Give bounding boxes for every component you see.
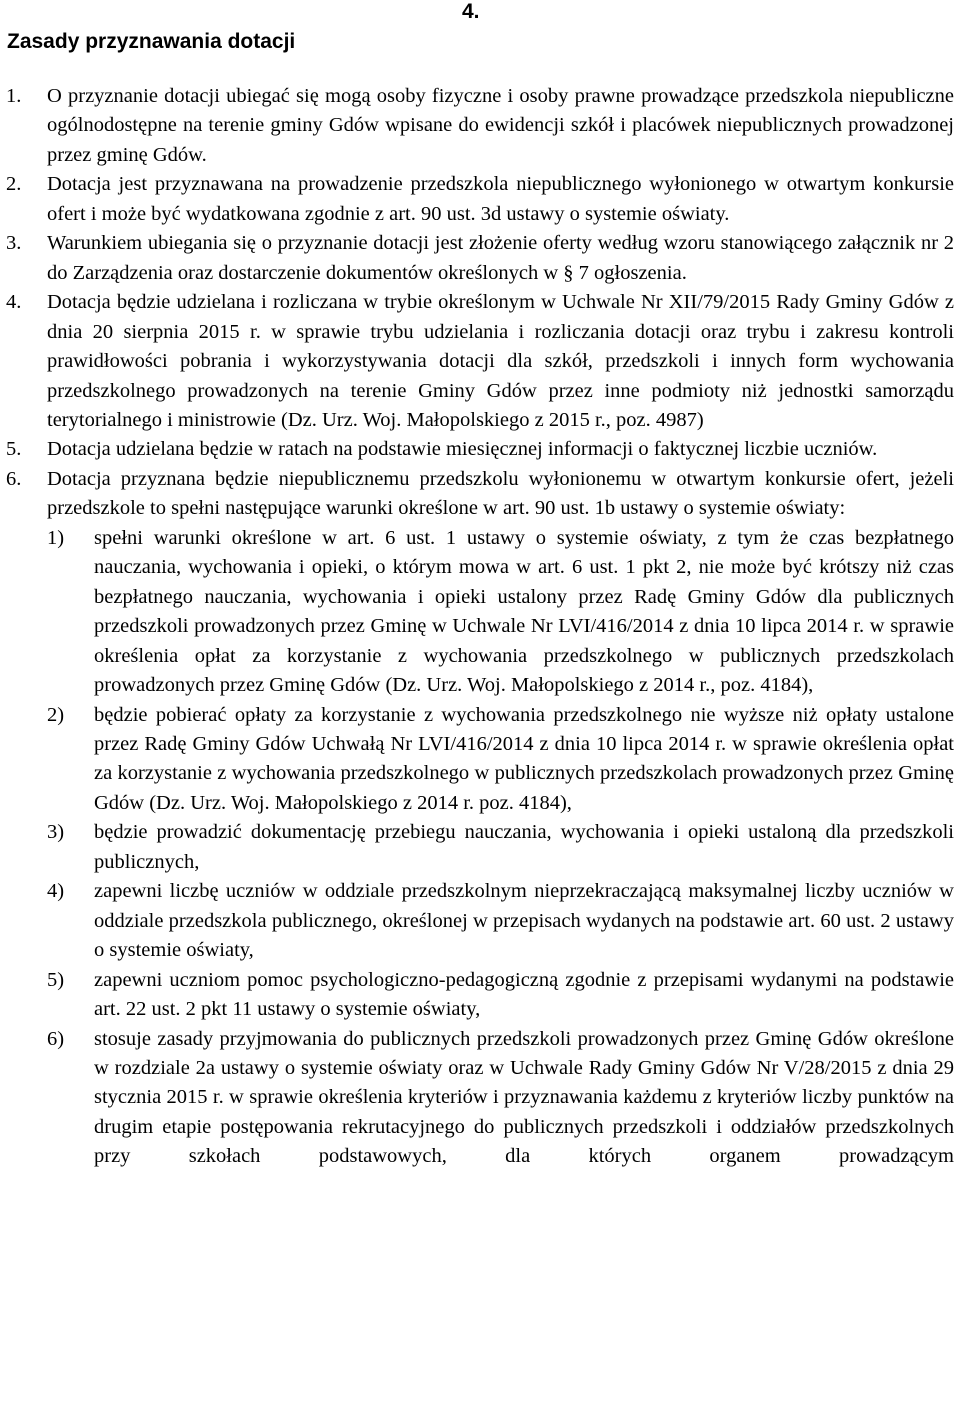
item-number: 3.	[6, 232, 22, 255]
sub-item-number: 6)	[47, 1027, 65, 1050]
sub-item	[0, 818, 960, 877]
sub-item-text: zapewni uczniom pomoc psychologiczno-pedagogiczną zgodnie z przepisami wydanymi na podstawie art. 22 ust. 2 pkt 11 ustawy o systemie oświaty,	[94, 968, 954, 1021]
sub-item-text: będzie prowadzić dokumentację przebiegu nauczania, wychowania i opieki ustaloną dla przedszkoli publicznych,	[94, 821, 954, 873]
section-title: Zasady przyznawania dotacji	[7, 30, 296, 53]
numbered-item	[0, 435, 960, 464]
item-text: Dotacja udzielana będzie w ratach na podstawie miesięcznej informacji o faktycznej liczbie uczniów.	[47, 438, 878, 461]
numbered-item	[0, 229, 960, 288]
sub-item-text: spełni warunki określone w art. 6 ust. 1 ustawy o systemie oświaty, z tym że czas bezpłatnego nauczania, wychowania i opieki, o którym mowa w art. 6 ust. 1 pkt 2, nie może być krótszy niż czas bezpłatnego nauczania, wychowania i opieki ustalony przez Radę Gminy Gdów dla publicznych przedszkoli prowadzonych przez Gminę w Uchwale Nr LVI/416/2014 z dnia 10 lipca 2014 r. w sprawie określenia opłat za korzystanie z wychowania przedszkolnego w publicznych przedszkolach prowadzonych przez Gminę Gdów (Dz. Urz. Woj. Małopolskiego z 2014 r., poz. 4184),	[94, 526, 954, 697]
sub-item	[0, 524, 960, 701]
item-text: Dotacja jest przyznawana na prowadzenie przedszkola niepublicznego wyłonionego w otwartym konkursie ofert i może być wydatkowana zgodnie z art. 90 ust. 3d ustawy o systemie oświaty.	[47, 173, 954, 225]
item-number: 5.	[6, 438, 22, 461]
sub-item-text: stosuje zasady przyjmowania do publicznych przedszkoli prowadzonych przez Gminę Gdów określone w rozdziale 2a ustawy o systemie oświaty oraz w Uchwale Rady Gminy Gdów Nr V/28/2015 z dnia 29 stycznia 2015 r. w sprawie określenia kryteriów i przyznawania każdemu z kryteriów liczby punktów na drugim etapie postępowania rekrutacyjnego do publicznych przedszkoli i oddziałów przedszkolnych przy szkołach podstawowych, dla których organem prowadzącym	[94, 1027, 954, 1168]
document-body	[0, 82, 960, 1172]
numbered-item	[0, 288, 960, 435]
item-text: Dotacja przyznana będzie niepublicznemu przedszkolu wyłonionemu w otwartym konkursie ofert, jeżeli przedszkole to spełni następujące warunki określone w art. 90 ust. 1b ustawy o systemie oświaty:	[47, 467, 954, 520]
sub-item-number: 4)	[47, 880, 65, 903]
item-text: Dotacja będzie udzielana i rozliczana w trybie określonym w Uchwale Nr XII/79/2015 Rady Gminy Gdów z dnia 20 sierpnia 2015 r. w sprawie trybu udzielania i rozliczania dotacji oraz trybu i zakresu kontroli prawidłowości pobrania i wykorzystywania dotacji dla szkół, przedszkoli i innych form wychowania przedszkolnego prowadzonych na terenie Gminy Gdów przez inne podmioty niż jednostki samorządu terytorialnego i ministrowie (Dz. Urz. Woj. Małopolskiego z 2015 r., poz. 4987)	[47, 291, 954, 431]
sub-item-number: 1)	[47, 526, 65, 549]
sub-item-number: 5)	[47, 968, 65, 991]
item-number: 4.	[6, 291, 22, 314]
sub-item	[0, 701, 960, 819]
item-text: O przyznanie dotacji ubiegać się mogą osoby fizyczne i osoby prawne prowadzące przedszkola niepubliczne ogólnodostępne na terenie gminy Gdów wpisane do ewidencji szkół i placówek niepublicznych prowadzonej przez gminę Gdów.	[47, 85, 954, 166]
section-number: 4.	[462, 0, 480, 23]
numbered-item	[0, 170, 960, 229]
item-number: 2.	[6, 173, 22, 196]
item-number: 6.	[6, 467, 22, 490]
item-number: 1.	[6, 85, 22, 107]
sub-item-text: będzie pobierać opłaty za korzystanie z wychowania przedszkolnego nie wyższe niż opłaty ustalone przez Radę Gminy Gdów Uchwałą Nr LVI/416/2014 z dnia 10 lipca 2014 r. w sprawie określenia opłat za korzystanie z wychowania przedszkolnego w publicznych przedszkolach prowadzonych przez Gminę Gdów (Dz. Urz. Woj. Małopolskiego z 2014 r. poz. 4184),	[94, 703, 954, 814]
sub-item-text: zapewni liczbę uczniów w oddziale przedszkolnym nieprzekraczającą maksymalnej liczby uczniów w oddziale przedszkola publicznego, określonej w przepisach wydanych na podstawie art. 60 ust. 2 ustawy o systemie oświaty,	[94, 880, 954, 962]
sub-item-number: 2)	[47, 703, 65, 726]
item-text: Warunkiem ubiegania się o przyznanie dotacji jest złożenie oferty według wzoru stanowiącego załącznik nr 2 do Zarządzenia oraz dostarczenie dokumentów określonych w § 7 ogłoszenia.	[47, 232, 954, 284]
numbered-item	[0, 82, 960, 170]
sub-item	[0, 877, 960, 965]
sub-item	[0, 966, 960, 1025]
sub-item	[0, 1025, 960, 1172]
numbered-item	[0, 465, 960, 524]
sub-item-number: 3)	[47, 821, 65, 844]
